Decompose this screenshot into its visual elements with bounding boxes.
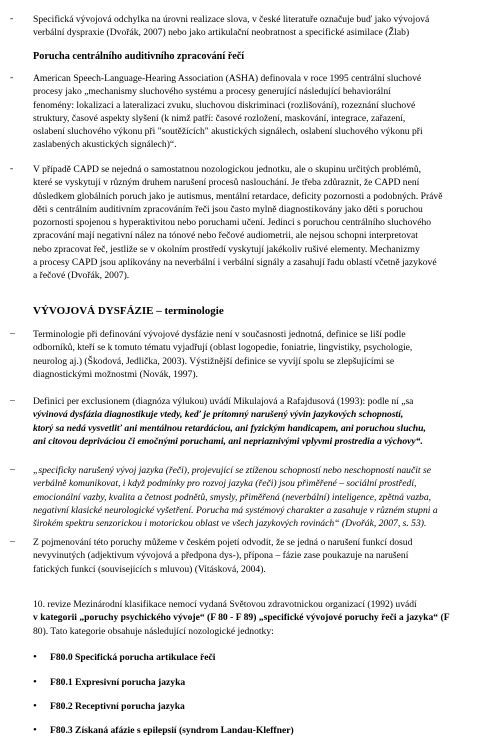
text-line: oslabení sluchového výkonu při "soutěžících" akustických signálech, oslabení sluchového výkonu při [33, 126, 423, 138]
paragraph-dyspraxie [33, 13, 473, 40]
text-line: zaslabených akustických signálech)“. [33, 139, 177, 151]
text-line: verbálně komunikovat, i když podmínky pro rozvoj jazyka (řeči) jsou přiměřené – sociální prostředí, [33, 478, 417, 490]
text-line: Z pojmenování této poruchy můžeme v českém pojetí odvodit, že se jedná o narušení funkcí dosud [33, 537, 413, 548]
icd-item-f80-0: F80.0 Specifická porucha artikulace řeči [50, 652, 216, 663]
paragraph-capd [33, 163, 473, 283]
list-dash: - [10, 72, 14, 83]
text-line: 80). Tato kategorie obsahuje následující nozologické jednotky: [33, 625, 274, 637]
text-line: nevyvinutých (adjektivum vývojová a předpona dys-), přípona – fázie zase poukazuje na narušení [33, 550, 409, 562]
paragraph-per-exclusionem [33, 395, 473, 448]
list-bullet: • [33, 700, 37, 712]
text-line: a řečové (Dvořák, 2007). [33, 270, 130, 282]
text-line: neurolog aj.) (Škodová, Jedlička, 2003). Výstižnější definice se vyvíjí spolu se zlepšujícími se [33, 355, 395, 367]
text-line: V případě CAPD se nejedná o samostatnou nozologickou jednotku, ale o skupinu určitých problémů, [33, 164, 422, 175]
text-line: American Speech-Language-Hearing Association (ASHA) definovala v roce 1995 centrální sluchové [33, 73, 422, 84]
text-line: zpracování mají negativní nález na tónové nebo řečové audiometrii, ale nejsou schopni interpretovat [33, 230, 418, 242]
paragraph-pojmenovani [33, 536, 473, 576]
text-line: „specificky narušený vývoj jazyka (řeči), projevující se ztíženou schopností nebo neschopností naučit se [33, 465, 431, 476]
text-line: nebo zpracovat řeč, jestliže se v okolním prostředí vyskytují jakékoliv rušivé elementy. Mechanizmy [33, 243, 420, 255]
paragraph-asha [33, 72, 473, 152]
text-line: 10. revize Mezinárodní klasifikace nemocí vydaná Světovou zdravotnickou organizací (1992) uvádí [33, 599, 417, 610]
section-heading-dysfazie [33, 305, 224, 317]
text-line: v kategorii „poruchy psychického vývoje“ (F 80 - F 89) „specifické vývojové poruchy řeči a jazyka“ (F [33, 612, 450, 624]
list-dash: - [10, 13, 14, 24]
list-bullet: • [33, 676, 37, 688]
text-line: ktorý sa nedá vysvetliť ani mentálnou retardáciou, ani fyzickým handicapem, ani poruchou sluchu, [33, 422, 426, 434]
icd-item-f80-2: F80.2 Receptivní porucha jazyka [50, 701, 185, 712]
text-line: vývinová dysfázia diagnostikuje vtedy, keď je prítomný narušený vývin jazykových schopností, [33, 409, 404, 421]
heading-subtitle: – terminologie [153, 305, 224, 317]
text-line: pozornosti spojenou s hyperaktivitou nebo poruchami učení. Jedinci s poruchou centrálního sluchového [33, 217, 432, 229]
list-bullet: • [33, 724, 37, 736]
text-line: důsledkem globálních poruch jako je autismus, mentální retardace, deficity pozornosti a podobných. Právě [33, 190, 443, 202]
text-line: které se vyskytují v různým druhem narušení procesů naslouchání. Je třeba zdůraznit, že CAPD není [33, 177, 420, 189]
text-line: verbální dyspraxie (Dvořák, 2007) nebo jako artikulační neobratnost a specifické asimilace (Žlab) [33, 27, 410, 39]
paragraph-definition-quote [33, 464, 473, 530]
list-dash: – [10, 464, 15, 475]
text-line: diagnostickými možnostmi (Novák, 1997). [33, 368, 198, 380]
list-bullet: • [33, 651, 37, 663]
text-line: fatických funkcí (souvisejících s mluvou) (Vitásková, 2004). [33, 563, 266, 575]
text-line: Specifická vývojová odchylka na úrovni realizace slova, v české literatuře označuje buď jako vývojová [33, 14, 430, 25]
text-line: Definici per exclusionem (diagnóza výlukou) uvádí Mikulajová a Rafajdusová (1993): podle ní „sa [33, 396, 414, 407]
text-line: širokém spektru senzorickou i motorickou oblast ve všech jazykových rovinách“ (Dvořák, 2007, s. 53). [33, 518, 427, 530]
text-line: fenomény: lokalizaci a lateralizaci zvuku, sluchovou diskriminaci (rozlišování), rozeznání sluchové [33, 99, 416, 111]
text-line: struktury, časové aspekty slyšení (k nimž patří: časové rozložení, maskování, integrace, zařazení, [33, 112, 406, 124]
paragraph-mkn [33, 598, 473, 638]
heading-title: VÝVOJOVÁ DYSFÁZIE [33, 305, 154, 317]
section-heading-capd: Porucha centrálního auditivního zpracování řečí [33, 51, 245, 62]
text-line: ani citovou depriváciou či emočnými poruchami, ani nepriaznivými vplyvmi prostredia a výchovy“. [33, 435, 423, 447]
icd-item-f80-1: F80.1 Expresivní porucha jazyka [50, 677, 186, 688]
text-line: a procesy CAPD jsou aplikovány na neverbální i verbální signály a zasahují řadu oblastí včetně jazykové [33, 257, 437, 269]
paragraph-terminologie [33, 328, 473, 381]
list-dash: - [10, 163, 14, 174]
text-line: Terminologie při definování vývojové dysfázie není v současnosti jednotná, definice se liší podle [33, 329, 406, 340]
list-dash: – [10, 395, 15, 406]
icd-item-f80-3: F80.3 Získaná afázie s epilepsií (syndrom Landau-Kleffner) [50, 725, 294, 736]
list-dash: – [10, 536, 15, 547]
text-line: procesy jako „mechanismy sluchového systému a procesy generující následující behaviorální [33, 86, 391, 98]
list-dash: – [10, 328, 15, 339]
text-line: děti s centrálním auditivním zpracováním řeči jsou často mylně diagnostikovány jako děti s poruchou [33, 203, 423, 215]
text-line: odborníků, kteří se k tomuto tématu vyjadřují (oblast logopedie, foniatrie, lingvistiky, psychologie, [33, 342, 413, 354]
text-line: negativní klasické neurologické vyšetření. Porucha má systémový charakter a zasahuje v různém stupni a [33, 504, 438, 516]
text-line: emocionální vazby, kvalita a četnost podnětů, smysly, přiměřená (neverbální) inteligence, zpětná vazba, [33, 491, 432, 503]
